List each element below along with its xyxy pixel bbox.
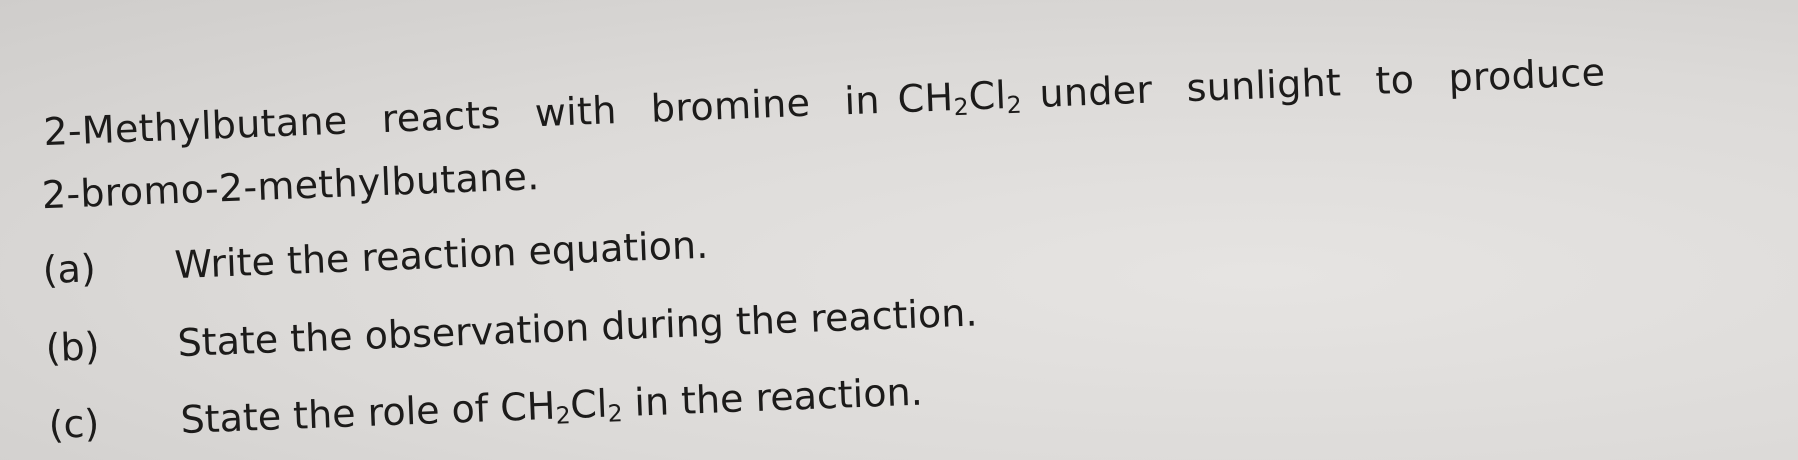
formula-ch2cl2: $CH_2Cl_2$ (896, 73, 1023, 122)
intro-line-2: 2-bromo-2-methylbutane. (41, 154, 541, 218)
question-b (45, 290, 978, 370)
question-text-after: in the reaction. (633, 369, 924, 425)
question-c (48, 370, 924, 450)
question-text: Write the reaction equation. (173, 222, 709, 288)
intro-text-before-formula: 2-Methylbutane reacts with bromine in (42, 77, 881, 155)
question-text: State the observation during the reaction. (176, 290, 979, 366)
question-label: (a) (41, 246, 97, 293)
intro-text-after-formula: under sunlight to produce (1038, 50, 1606, 116)
formula-ch2cl2: $CH_2Cl_2$ (499, 381, 624, 430)
question-label: (c) (47, 401, 101, 448)
question-text-before: State the role of (179, 386, 490, 443)
question-label: (b) (44, 324, 101, 371)
question-a (42, 223, 709, 293)
intro-line-1 (43, 50, 1606, 156)
